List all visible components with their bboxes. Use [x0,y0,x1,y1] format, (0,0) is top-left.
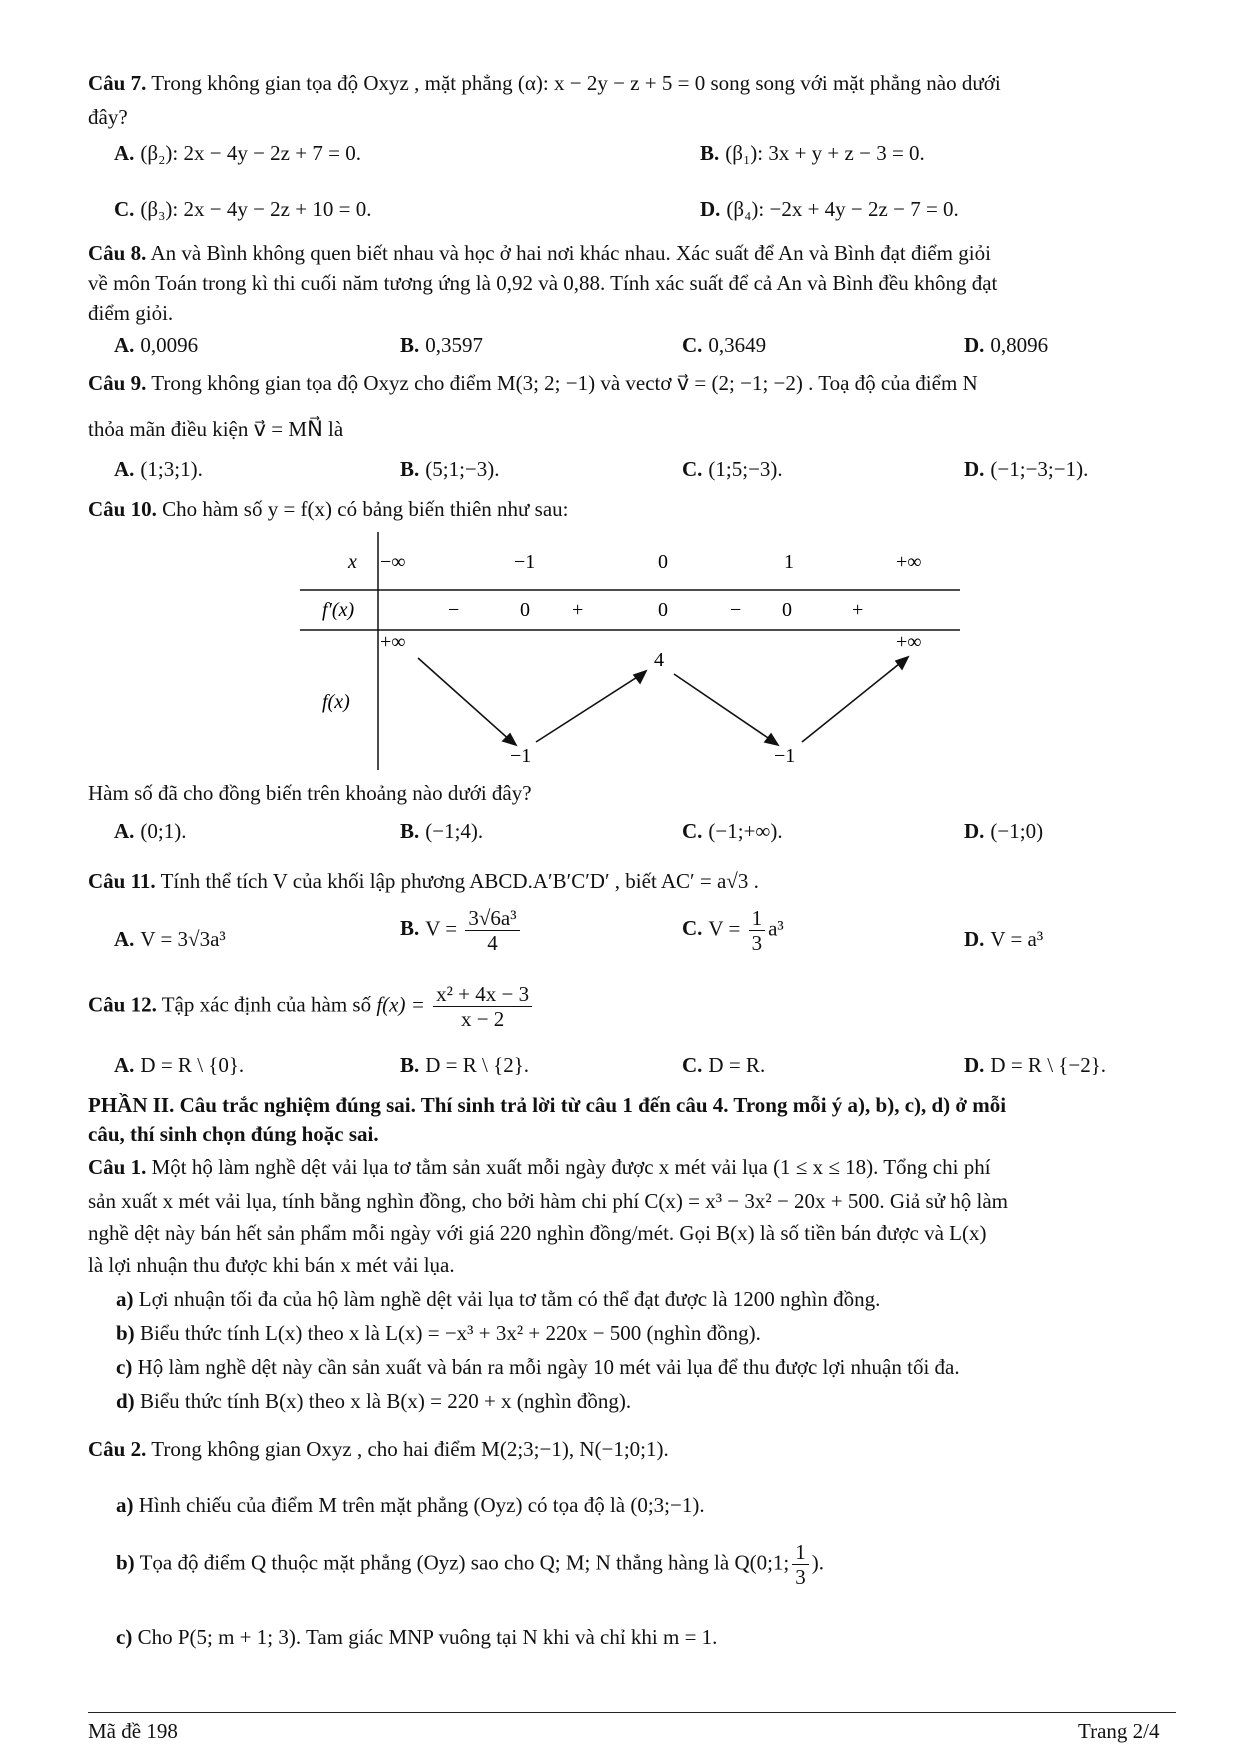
option-text: D = R \ {2}. [425,1053,530,1077]
q11-text: Tính thể tích V của khối lập phương ABCD.A′B′C′D′ , biết AC′ = a√3 . [160,869,759,893]
option-label: C. [682,1053,703,1077]
q7-option-d [700,196,959,222]
q8-label: Câu 8. [88,241,147,265]
x-value: −1 [514,551,536,573]
q12-option-c [682,1052,765,1078]
fraction-denominator: 4 [487,931,498,955]
fprime-zero: 0 [520,599,530,621]
q-coordinate-suffix: ). [811,1550,825,1575]
item-text: Biểu thức tính B(x) theo x là B(x) = 220 + x (nghìn đồng). [139,1389,632,1413]
item-label: a) [116,1287,134,1311]
p2q2-label: Câu 2. [88,1437,147,1461]
fraction [433,982,532,1031]
fprime-sign: + [852,599,864,621]
q7-stem-2: đây? [88,105,128,129]
option-text: 0,0096 [140,333,199,357]
option-label: D. [964,333,985,357]
option-label: A. [114,333,135,357]
p2q1-label: Câu 1. [88,1155,147,1179]
q9-text: Trong không gian tọa độ Oxyz cho điểm M(3; 2; −1) và vectơ v⃗ = (2; −1; −2) . Toạ độ của điểm N [151,371,978,395]
option-text: D = R \ {−2}. [990,1053,1107,1077]
p2q2-stem [88,1436,669,1462]
item-text: Lợi nhuận tối đa của hộ làm nghề dệt vải lụa tơ tằm có thể đạt được là 1200 nghìn đồng. [138,1287,881,1311]
item-text: Cho P(5; m + 1; 3). Tam giác MNP vuông tại N khi và chỉ khi m = 1. [137,1625,718,1649]
q7-option-c [114,196,371,222]
q11-label: Câu 11. [88,869,156,893]
q9-option-a [114,456,203,482]
p2q2-item-a [116,1492,705,1518]
x-value: 1 [784,551,794,573]
footer-exam-code: Mã đề 198 [88,1719,178,1743]
q11-option-d [964,926,1043,952]
p2q1-stem [88,1154,991,1180]
option-label: A. [114,1053,135,1077]
fraction-denominator: x − 2 [460,1007,505,1031]
x-value: +∞ [896,551,922,573]
option-label: B. [400,457,420,481]
x-value: −∞ [380,551,406,573]
p2q1-item-c [116,1354,960,1380]
q-coordinate-prefix: Q(0;1; [734,1550,790,1575]
option-text: (5;1;−3). [425,457,500,481]
p2q2-text: Trong không gian Oxyz , cho hai điểm M(2;3;−1), N(−1;0;1). [151,1437,669,1461]
footer-page-number: Trang 2/4 [1078,1719,1160,1743]
q9-option-c [682,456,783,482]
option-text: D = R \ {0}. [140,1053,245,1077]
option-label: C. [682,457,703,481]
option-label: A. [114,457,135,481]
option-text: (−1;−3;−1). [990,457,1089,481]
p2q1-item-b [116,1320,761,1346]
arrow-increasing [536,674,642,742]
option-label: D. [964,1053,985,1077]
option-label: D. [964,819,985,843]
option-text: (1;3;1). [140,457,203,481]
option-label: B. [400,916,420,941]
q11-option-c [682,906,784,955]
q10-option-d [964,818,1043,844]
option-text: (β₃): 2x − 4y − 2z + 10 = 0. [140,197,372,221]
q12-stem [88,982,535,1031]
p2q2-item-b [116,1540,824,1589]
q10-label: Câu 10. [88,497,157,521]
x-value: 0 [658,551,668,573]
item-label: c) [116,1355,133,1379]
fraction-denominator: 3 [795,1565,806,1589]
table-fprime-header: f′(x) [322,599,355,621]
fraction [465,906,519,955]
part2-heading-2: câu, thí sinh chọn đúng hoặc sai. [88,1122,379,1146]
option-text: 0,3649 [708,333,767,357]
q10-text: Cho hàm số y = f(x) có bảng biến thiên như sau: [162,497,569,521]
q12-option-b [400,1052,529,1078]
q9-option-d [964,456,1088,482]
q7-stem [88,70,1001,96]
fraction-numerator: 1 [792,1540,809,1565]
fraction-denominator: 3 [751,931,763,955]
option-label: B. [400,333,420,357]
item-text: Hình chiếu của điểm M trên mặt phẳng (Oyz) có tọa độ là (0;3;−1). [138,1493,705,1517]
option-text: (β₁): 3x + y + z − 3 = 0. [725,141,925,165]
fraction-numerator: 3√6a³ [465,906,519,931]
variation-table [300,532,960,772]
fraction-numerator: x² + 4x − 3 [433,982,532,1007]
item-label: b) [116,1321,135,1345]
q8-option-b [400,332,483,358]
option-label: D. [964,457,985,481]
option-text: (0;1). [140,819,187,843]
option-text: (−1;+∞). [708,819,783,843]
arrow-increasing [802,660,904,742]
p2q1-stem-4: là lợi nhuận thu được khi bán x mét vải lụa. [88,1253,455,1277]
fprime-zero: 0 [782,599,792,621]
fraction [792,1540,809,1589]
q9-stem-2: thỏa mãn điều kiện v⃗ = MN⃗ là [88,417,344,441]
option-label: A. [114,141,135,165]
item-label: c) [116,1625,133,1649]
p2q1-stem-2: sản xuất x mét vải lụa, tính bằng nghìn đồng, cho bởi hàm chi phí C(x) = x³ − 3x² − 20x + 500. Giả sử hộ làm [88,1189,1009,1213]
fprime-sign: + [572,599,584,621]
fprime-zero: 0 [658,599,668,621]
q8-stem-3: điểm giỏi. [88,301,174,325]
q12-fx: f(x) = [376,992,425,1017]
option-text: (1;5;−3). [708,457,783,481]
option-label: C. [682,333,703,357]
option-text: (β₄): −2x + 4y − 2z − 7 = 0. [726,197,959,221]
option-label: D. [964,927,985,951]
option-text: 0,8096 [990,333,1049,357]
option-prefix: V = [425,916,458,941]
option-label: D. [700,197,721,221]
p2q1-stem-3: nghề dệt này bán hết sản phẩm mỗi ngày với giá 220 nghìn đồng/mét. Gọi B(x) là số tiền bán được và L(x) [88,1221,987,1245]
q10-stem [88,496,569,522]
q8-option-a [114,332,198,358]
table-x-header: x [348,551,357,573]
item-label: d) [116,1389,135,1413]
part2-heading: PHẦN II. Câu trắc nghiệm đúng sai. Thí sinh trả lời từ câu 1 đến câu 4. Trong mỗi ý a), b), c), d) ở mỗi [88,1093,1007,1117]
f-value: +∞ [896,631,922,653]
q10-option-c [682,818,783,844]
q8-option-c [682,332,766,358]
option-text: D = R. [708,1053,766,1077]
option-prefix: V = [708,916,741,941]
option-text: (−1;4). [425,819,484,843]
item-text: Hộ làm nghề dệt này cần sản xuất và bán ra mỗi ngày 10 mét vải lụa để thu được lợi nhuận tối đa. [137,1355,960,1379]
arrow-decreasing [418,658,512,742]
f-value: 4 [654,649,664,671]
q12-option-a [114,1052,244,1078]
option-label: C. [682,916,703,941]
p2q2-item-c [116,1624,717,1650]
q10-option-b [400,818,483,844]
option-label: B. [400,819,420,843]
option-text: (β₂): 2x − 4y − 2z + 7 = 0. [140,141,361,165]
fprime-sign: − [448,599,460,621]
p2q1-text: Một hộ làm nghề dệt vải lụa tơ tằm sản xuất mỗi ngày được x mét vải lụa (1 ≤ x ≤ 18). Tổng chi phí [151,1155,991,1179]
p2q1-item-a [116,1286,880,1312]
fprime-sign: − [730,599,742,621]
option-text: V = 3√3a³ [140,927,226,951]
q7-option-b [700,140,925,166]
q12-option-d [964,1052,1106,1078]
q9-label: Câu 9. [88,371,147,395]
q11-option-a [114,926,226,952]
q8-stem-2: về môn Toán trong kì thi cuối năm tương ứng là 0,92 và 0,88. Tính xác suất để cả An và Bình đều không đạt [88,271,998,295]
item-label: b) [116,1550,135,1575]
table-f-header: f(x) [322,691,350,713]
option-label: B. [700,141,720,165]
q8-stem [88,240,991,266]
option-text: V = a³ [990,927,1044,951]
item-text: Tọa độ điểm Q thuộc mặt phẳng (Oyz) sao cho Q; M; N thẳng hàng là [139,1550,730,1575]
f-value: +∞ [380,631,406,653]
q10-question: Hàm số đã cho đồng biến trên khoảng nào dưới đây? [88,781,532,805]
q12-text: Tập xác định của hàm số [161,992,372,1017]
q10-option-a [114,818,187,844]
q9-option-b [400,456,500,482]
q12-label: Câu 12. [88,992,157,1017]
fraction-numerator: 1 [749,906,766,931]
q8-text: An và Bình không quen biết nhau và học ở hai nơi khác nhau. Xác suất để An và Bình đạt điểm giỏi [150,241,991,265]
option-suffix: a³ [768,916,784,941]
footer-divider [88,1712,1176,1713]
fraction [749,906,766,955]
p2q1-item-d [116,1388,631,1414]
f-value: −1 [510,745,532,767]
option-text: 0,3597 [425,333,484,357]
q7-text: Trong không gian tọa độ Oxyz , mặt phẳng (α): x − 2y − z + 5 = 0 song song với mặt phẳng nào dưới [151,71,1001,95]
option-label: A. [114,819,135,843]
q9-stem [88,370,978,396]
arrow-decreasing [674,674,774,742]
q7-label: Câu 7. [88,71,147,95]
q7-option-a [114,140,361,166]
option-label: A. [114,927,135,951]
q8-option-d [964,332,1048,358]
option-label: B. [400,1053,420,1077]
item-label: a) [116,1493,134,1517]
f-value: −1 [774,745,796,767]
item-text: Biểu thức tính L(x) theo x là L(x) = −x³ + 3x² + 220x − 500 (nghìn đồng). [139,1321,761,1345]
option-label: C. [114,197,135,221]
option-text: (−1;0) [990,819,1044,843]
q11-stem [88,868,759,894]
q11-option-b [400,906,523,955]
option-label: C. [682,819,703,843]
